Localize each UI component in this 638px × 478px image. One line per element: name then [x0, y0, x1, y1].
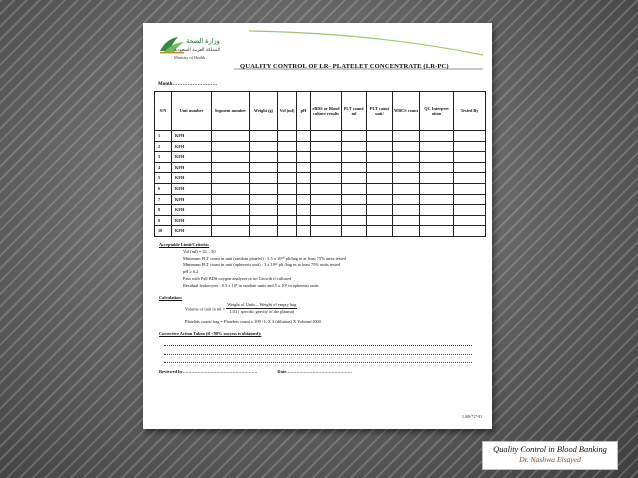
empty-cell[interactable]	[367, 183, 393, 194]
empty-cell[interactable]	[311, 183, 342, 194]
col-header: Unit number	[172, 92, 212, 131]
qc-table-body	[155, 131, 486, 237]
empty-cell[interactable]	[250, 194, 278, 205]
empty-cell[interactable]	[454, 183, 486, 194]
empty-cell[interactable]	[212, 162, 250, 173]
criteria-plt-apheresis: Minimum PLT count in unit (apheresis unit) : 3 x 10¹¹ plt /bag in at least 75% units tested	[183, 262, 341, 268]
empty-cell[interactable]	[342, 194, 367, 205]
acceptable-criteria-section	[159, 242, 482, 376]
empty-cell[interactable]	[212, 215, 250, 226]
empty-cell[interactable]	[420, 141, 454, 152]
qc-table	[154, 91, 486, 237]
empty-cell[interactable]	[420, 131, 454, 142]
table-row	[155, 173, 486, 184]
date-field: Date………………………………………	[277, 369, 353, 375]
volume-numerator: Weight of Units – Weight of empty bag	[226, 302, 297, 310]
col-header: S/N	[155, 92, 172, 131]
credit-box	[482, 441, 618, 470]
empty-cell[interactable]	[420, 194, 454, 205]
empty-cell[interactable]	[278, 194, 297, 205]
table-row	[155, 162, 486, 173]
criteria-ph: pH ≥ 6.2	[183, 269, 199, 275]
col-header: Segment number	[212, 92, 250, 131]
logo-subtitle-english: Ministry of Health	[174, 55, 206, 60]
empty-cell[interactable]	[297, 173, 311, 184]
corrective-line	[164, 355, 472, 364]
empty-cell[interactable]	[250, 183, 278, 194]
table-row	[155, 141, 486, 152]
row-unit: KFH	[172, 215, 212, 226]
row-sn: 9	[155, 215, 172, 226]
empty-cell[interactable]	[393, 194, 420, 205]
empty-cell[interactable]	[212, 226, 250, 237]
criteria-leukocytes: Residual leukocytes : 8.3 x 10⁵ in random units and 5 x 10⁶ in apheresis units	[183, 282, 319, 288]
empty-cell[interactable]	[454, 141, 486, 152]
empty-cell[interactable]	[342, 226, 367, 237]
month-field: Month………………………	[158, 82, 218, 87]
table-row	[155, 152, 486, 163]
empty-cell[interactable]	[393, 131, 420, 142]
row-unit: KFH	[172, 205, 212, 216]
empty-cell[interactable]	[278, 173, 297, 184]
empty-cell[interactable]	[212, 141, 250, 152]
platelets-formula: Platelets count/ bag = Platelets count x 109 / L X 3 (dilution) X Volume/1000	[185, 319, 321, 325]
empty-cell[interactable]	[311, 152, 342, 163]
row-sn: 2	[155, 141, 172, 152]
volume-denominator: 1.03 ( specific gravity of the plasma)	[229, 309, 295, 315]
col-header: PLT count unit/	[367, 92, 393, 131]
empty-cell[interactable]	[342, 131, 367, 142]
row-sn: 1	[155, 131, 172, 142]
empty-cell[interactable]	[454, 194, 486, 205]
acceptable-heading: Acceptable Limit/Criteria:	[159, 241, 210, 247]
empty-cell[interactable]	[278, 183, 297, 194]
empty-cell[interactable]	[250, 215, 278, 226]
row-unit: KFH	[172, 152, 212, 163]
ministry-logo	[158, 33, 236, 67]
empty-cell[interactable]	[367, 141, 393, 152]
empty-cell[interactable]	[278, 131, 297, 142]
empty-cell[interactable]	[342, 173, 367, 184]
empty-cell[interactable]	[454, 131, 486, 142]
row-sn: 5	[155, 173, 172, 184]
empty-cell[interactable]	[454, 173, 486, 184]
empty-cell[interactable]	[311, 194, 342, 205]
empty-cell[interactable]	[393, 162, 420, 173]
empty-cell[interactable]	[342, 152, 367, 163]
empty-cell[interactable]	[311, 226, 342, 237]
col-header: Weight (g)	[250, 92, 278, 131]
table-row	[155, 226, 486, 237]
corrective-line	[164, 346, 472, 355]
form-title: QUALITY CONTROL OF LR- PLATELET CONCENTRATE (LR-PC)	[240, 63, 449, 70]
empty-cell[interactable]	[420, 205, 454, 216]
empty-cell[interactable]	[250, 205, 278, 216]
signature-row	[159, 369, 482, 376]
empty-cell[interactable]	[367, 162, 393, 173]
empty-cell[interactable]	[393, 215, 420, 226]
empty-cell[interactable]	[420, 152, 454, 163]
volume-formula	[159, 302, 482, 317]
qc-form-page	[143, 23, 492, 429]
empty-cell[interactable]	[250, 131, 278, 142]
logo-arabic-text: وزارة الصحة	[186, 37, 220, 45]
empty-cell[interactable]	[297, 141, 311, 152]
row-unit: KFH	[172, 183, 212, 194]
empty-cell[interactable]	[393, 141, 420, 152]
row-sn: 4	[155, 162, 172, 173]
empty-cell[interactable]	[367, 226, 393, 237]
empty-cell[interactable]	[278, 141, 297, 152]
criteria-bds: Pass with Pall BDS oxygen analyzer or no Growth if cultured	[183, 276, 292, 282]
row-sn: 7	[155, 194, 172, 205]
empty-cell[interactable]	[311, 131, 342, 142]
credit-author: Dr. Nashwa Elsayed	[519, 455, 581, 464]
empty-cell[interactable]	[278, 215, 297, 226]
empty-cell[interactable]	[393, 183, 420, 194]
table-row	[155, 183, 486, 194]
criteria-vol: Vol (ml) = 33 – 50	[183, 248, 216, 254]
empty-cell[interactable]	[297, 215, 311, 226]
col-header: PLT count/ ml	[342, 92, 367, 131]
empty-cell[interactable]	[393, 226, 420, 237]
empty-cell[interactable]	[278, 205, 297, 216]
row-unit: KFH	[172, 194, 212, 205]
empty-cell[interactable]	[212, 194, 250, 205]
col-header: WBCS count	[393, 92, 420, 131]
empty-cell[interactable]	[367, 194, 393, 205]
logo-subtitle: المملكة العربية السعودية	[174, 48, 221, 53]
col-header: Tested By	[454, 92, 486, 131]
empty-cell[interactable]	[342, 215, 367, 226]
empty-cell[interactable]	[278, 152, 297, 163]
row-sn: 3	[155, 152, 172, 163]
empty-cell[interactable]	[311, 173, 342, 184]
empty-cell[interactable]	[250, 141, 278, 152]
empty-cell[interactable]	[342, 141, 367, 152]
empty-cell[interactable]	[297, 152, 311, 163]
empty-cell[interactable]	[297, 194, 311, 205]
volume-fraction	[226, 302, 297, 317]
empty-cell[interactable]	[367, 131, 393, 142]
empty-cell[interactable]	[278, 226, 297, 237]
empty-cell[interactable]	[367, 215, 393, 226]
col-header: eBDS or Blood culture results	[311, 92, 342, 131]
table-row	[155, 194, 486, 205]
empty-cell[interactable]	[367, 152, 393, 163]
row-unit: KFH	[172, 162, 212, 173]
table-row	[155, 205, 486, 216]
empty-cell[interactable]	[212, 131, 250, 142]
criteria-plt-random: Minimum PLT count in unit (random platelet) : 5.5 x 10¹⁰ plt/bag in at least 75% units tested	[183, 255, 346, 261]
empty-cell[interactable]	[278, 162, 297, 173]
empty-cell[interactable]	[311, 162, 342, 173]
credit-title: Quality Control in Blood Banking	[493, 445, 607, 454]
empty-cell[interactable]	[250, 173, 278, 184]
empty-cell[interactable]	[212, 183, 250, 194]
row-unit: KFH	[172, 141, 212, 152]
empty-cell[interactable]	[420, 215, 454, 226]
row-sn: 8	[155, 205, 172, 216]
empty-cell[interactable]	[393, 173, 420, 184]
row-sn: 10	[155, 226, 172, 237]
calculation-heading: Calculation:	[159, 294, 183, 300]
empty-cell[interactable]	[420, 183, 454, 194]
volume-label: Volume of unit in ml =	[185, 305, 226, 311]
table-header-row	[155, 92, 486, 131]
empty-cell[interactable]	[367, 173, 393, 184]
empty-cell[interactable]	[420, 226, 454, 237]
empty-cell[interactable]	[311, 205, 342, 216]
empty-cell[interactable]	[454, 226, 486, 237]
empty-cell[interactable]	[297, 162, 311, 173]
empty-cell[interactable]	[420, 173, 454, 184]
empty-cell[interactable]	[212, 173, 250, 184]
empty-cell[interactable]	[212, 152, 250, 163]
col-header: Vol (ml)	[278, 92, 297, 131]
empty-cell[interactable]	[311, 141, 342, 152]
empty-cell[interactable]	[250, 162, 278, 173]
reviewed-by-field: Reviewed by……………………………………………	[159, 369, 258, 375]
empty-cell[interactable]	[212, 205, 250, 216]
row-sn: 6	[155, 183, 172, 194]
empty-cell[interactable]	[297, 205, 311, 216]
col-header: pH	[297, 92, 311, 131]
empty-cell[interactable]	[342, 183, 367, 194]
form-header	[154, 29, 482, 75]
empty-cell[interactable]	[297, 226, 311, 237]
empty-cell[interactable]	[297, 131, 311, 142]
empty-cell[interactable]	[342, 205, 367, 216]
row-unit: KFH	[172, 226, 212, 237]
row-unit: KFH	[172, 131, 212, 142]
empty-cell[interactable]	[250, 226, 278, 237]
corrective-line	[164, 338, 472, 347]
table-row	[155, 131, 486, 142]
empty-cell[interactable]	[342, 162, 367, 173]
empty-cell[interactable]	[454, 152, 486, 163]
form-code: LAB-717-81	[462, 415, 482, 419]
empty-cell[interactable]	[250, 152, 278, 163]
empty-cell[interactable]	[454, 205, 486, 216]
empty-cell[interactable]	[454, 215, 486, 226]
empty-cell[interactable]	[311, 215, 342, 226]
empty-cell[interactable]	[454, 162, 486, 173]
empty-cell[interactable]	[393, 205, 420, 216]
empty-cell[interactable]	[393, 152, 420, 163]
corrective-heading: Corrective Action Taken (if <90% success is obtained):	[159, 331, 262, 337]
empty-cell[interactable]	[367, 205, 393, 216]
col-header: QC Interpret ation	[420, 92, 454, 131]
table-row	[155, 215, 486, 226]
empty-cell[interactable]	[297, 183, 311, 194]
empty-cell[interactable]	[420, 162, 454, 173]
row-unit: KFH	[172, 173, 212, 184]
